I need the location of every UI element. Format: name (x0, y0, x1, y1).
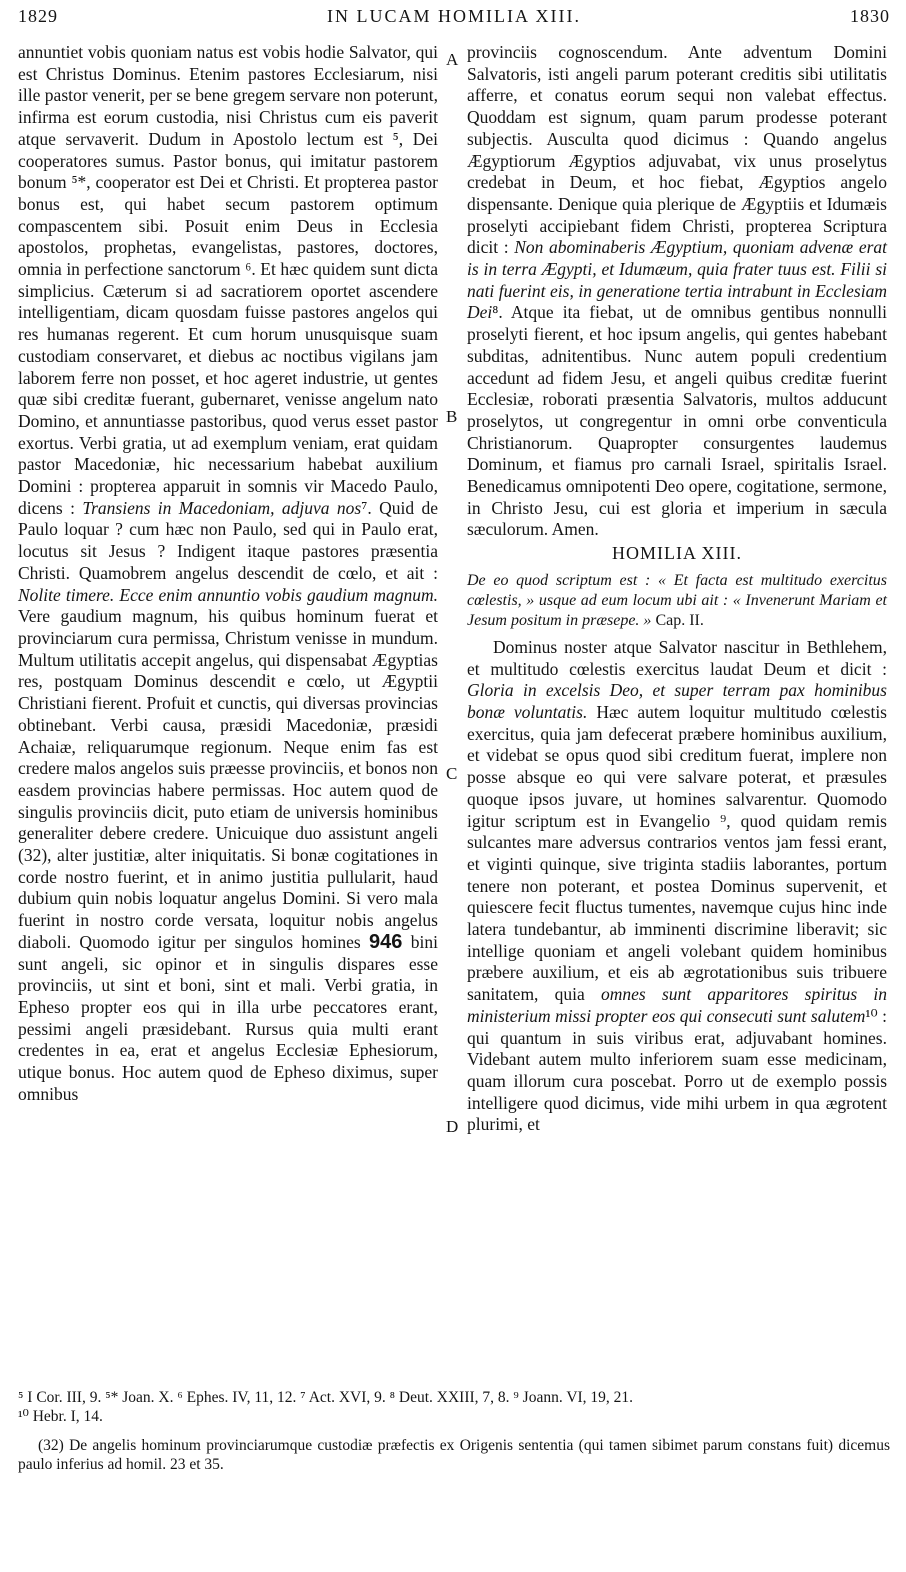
margin-letter-d: D (446, 1117, 459, 1136)
right-quote-1: Non abominaberis Ægyptium, quoniam advenæ erat is in terra Ægypti, et Idumæum, quia frater tuus est. Filii si nati fuerint eis, in generatione tertia intrabunt in Ecclesiam Dei (467, 237, 888, 323)
running-title: IN LUCAM HOMILIA XIII. (327, 6, 581, 26)
left-column-paragraph (18, 42, 438, 1105)
homily-subtitle (467, 571, 887, 631)
footnotes (18, 1388, 890, 1474)
margin-letter-c: C (446, 764, 458, 783)
page-number-right: 1830 (850, 6, 890, 26)
page-marker: 946 (369, 930, 403, 953)
right-column-paragraph-1 (467, 42, 887, 541)
footnote-refs-1: ⁵ I Cor. III, 9. ⁵* Joan. X. ⁶ Ephes. IV, 11, 12. ⁷ Act. XVI, 9. ⁸ Deut. XXIII, 7, 8. ⁹ Joann. VI, 19, 21. (18, 1389, 634, 1406)
chapter-label: Cap. II. (655, 611, 704, 629)
left-text-4: bini sunt angeli, sic opinor et in singulis dispares esse provinciis, ut sint et boni, sint et mali. Verbi gratia, in Epheso propter eos qui in illa urbe peccatores erant, pessimi angeli præsidebant. Rursus quia multi erant credentes in ea, erat et angelus Ecclesiæ Ephesiorum, utique bonus. Hoc autem quod de Epheso diximus, super omnibus (18, 931, 438, 1104)
right-text-3: Dominus noster atque Salvator nascitur in Bethlehem, et multitudo cœlestis exercitus laudat Deum et dicit : (467, 636, 887, 679)
margin-letter-b: B (446, 407, 458, 426)
left-column (18, 42, 438, 1105)
margin-letter-a: A (446, 50, 459, 69)
editor-comment: (32) De angelis hominum provinciarumque custodiæ præfectis ex Origenis sententia (qui tamen sibimet parum constans fuit) dicemus paulo inferius ad homil. 23 et 35. (18, 1437, 890, 1473)
left-text-1: annuntiet vobis quoniam natus est vobis hodie Salvator, qui est Christus Dominus. Etenim pastores Ecclesiarum, nisi ille pastor venerit, per se bene gregem servare non poterunt, infirma est eorum custodia, nisi Christus cum eis paverit atque servaverit. Dudum in Apostolo lectum est ⁵, Dei cooperatores sumus. Pastor bonus, qui imitatur pastorem bonum ⁵*, cooperator est Dei et Christi. Et propterea pastor bonus est, qui habet secum pastorem optimum compascentem sibi. Posuit enim Deus in Ecclesia apostolos, prophetas, evangelistas, pastores, doctores, omnia in perfectione sanctorum ⁶. Et hæc quidem sunt dicta simplicius. Cæterum si ad sacratiorem oportet ascendere intelligentiam, dicam quosdam fuisse pastores angelos qui res humanas regerent. Et cum horum unusquisque suam custodiam conservaret, et diebus ac noctibus vigilans jam laborem ferre non posset, et hoc ageret industrie, ut gentes quæ sibi creditæ fuerant, gubernaret, venisse angelum nato Domino, et annuntiasse pastoribus, quod verus esset pastor exortus. Verbi gratia, ut ad exemplum veniam, erat quidam pastor Macedoniæ, hic necessarium habebat auxilium Domini : propterea apparuit in somnis vir Macedo Paulo, dicens : (18, 42, 438, 518)
homily-title: HOMILIA XIII. (612, 543, 742, 564)
running-header (18, 6, 890, 36)
left-quote-2: Nolite timere. Ecce enim annuntio vobis gaudium magnum. (18, 584, 438, 605)
right-text-4: Hæc autem loquitur multitudo cœlestis exercitus, quia jam defecerat præbere hominibus auxilium, et videbat se opus quod sibi creditum fuerat, implere non posse absque eo qui vere salvare poterat, et præsules quoque ipsos juvare, ut homines salvarentur. Quomodo igitur scriptum est in Evangelio ⁹, quod quidam remis sulcantes mare adversus contrarios ventos jam fessi erant, et viginti quinque, sive triginta stadiis laborantes, portum tenere non poterant, et postea Dominus supervenit, et quiescere fecit fluctus tumentes, navemque cujus hinc inde latera tundebantur, ab imminenti discrimine liberavit; sic intellige quoniam et angeli volebant quidem hominibus præbere auxilium, et eis ab ægrotationibus suis tribuere sanitatem, quia (467, 701, 887, 1005)
right-column-paragraph-2 (467, 637, 887, 1136)
right-text-2: ⁸. Atque ita fiebat, ut de omnibus gentibus nonnulli proselyti fierent, et hoc ipsum angelis, qui gentes habebant subditas, adnitentibus. Nunc autem populi credentium accedunt ad fidem Jesu, et angeli quibus creditæ fuerint Ecclesiæ, roborati præsentia Salvatoris, multos adducunt proselytos, ut congregentur in omni orbe conventicula Christianorum. Quapropter consurgentes laudemus Dominum, et fiamus pro carnali Israel, spiritalis Israel. Benedicamus omnipotenti Deo opere, cogitatione, sermone, in Christo Jesu, cui est gloria et imperium in sæcula sæculorum. Amen. (467, 302, 887, 540)
right-text-5: ¹⁰ : qui quantum in suis viribus erat, adjuvabant homines. Videbant autem multo inferiorem suam esse medicinam, quam illorum cura poscebat. Porro ut de exemplo possis intelligere quod dicimus, vide mihi urbem in qua ægrotent plurimi, et (467, 1005, 888, 1135)
left-text-2: ⁷. Quid de Paulo loquar ? cum hæc non Paulo, sed qui in Paulo erat, locutus sit Jesus ? Indigent itaque pastores præsentia Christi. Quamobrem angelus descendit de cœlo, et ait : (18, 497, 438, 583)
right-quote-2: Gloria in excelsis Deo, et super terram pax hominibus bonæ voluntatis. (467, 680, 887, 722)
footnote-refs-2: ¹⁰ Hebr. I, 14. (18, 1408, 103, 1425)
homily-subtitle-text: De eo quod scriptum est : « Et facta est multitudo exercitus cœlestis, » usque ad eum locum ubi ait : « Invenerunt Mariam et Jesum positum in præsepe. » (467, 571, 887, 629)
left-quote-1: Transiens in Macedoniam, adjuva nos (82, 497, 362, 518)
right-text-1: provinciis cognoscendum. Ante adventum Domini Salvatoris, isti angeli parum poterant creditis sibi utilitatis afferre, et conatus eorum sequi non valebat effectus. Quoddam est signum, quam parum prodesse poterant subjectis. Ausculta quod dicimus : Quando angelus Ægyptiorum Ægyptios adjuvabat, vix unus proselytus credebat in Deum, et hoc fiebat, Ægyptios angelo dispensante. Denique quia plerique de Ægyptiis et Idumæis proselyti accipiebant fidem Christi, propterea Scriptura dicit : (467, 42, 887, 258)
left-text-3: Vere gaudium magnum, his quibus hominum fuerat et provinciarum cura permissa, Christum venisse in mundum. Multum utilitatis accepit angelus, qui dispensabat Ægyptias res, postquam Dominus descendit e cœlo, ut Ægyptii Christiani fierent. Profuit et cunctis, qui diversas provincias obtinebant. Verbi causa, præsidi Macedoniæ, præsidi Achaiæ, reliquarumque regionum. Neque enim fas est credere malos angelos suis præesse provinciis, et bonos non easdem provincias habere permissas. Hoc autem quod de singulis provinciis dicit, puto etiam de universis hominibus generaliter debere credere. Unicuique duo assistunt angeli (32), alter justitiæ, alter iniquitatis. Si bonæ cogitationes in corde nostro fuerint, et in animo justitia pullularit, haud dubium quin nobis loquatur angelus Domini. Si vero mala fuerint in nostro corde versata, loquitur nobis angelus diaboli. Quomodo igitur per singulos homines (18, 606, 438, 952)
page-number-left: 1829 (18, 6, 58, 26)
right-column (467, 42, 887, 1136)
right-quote-3: omnes sunt apparitores spiritus in ministerium missi propter eos qui consecuti sunt salutem (467, 984, 887, 1026)
